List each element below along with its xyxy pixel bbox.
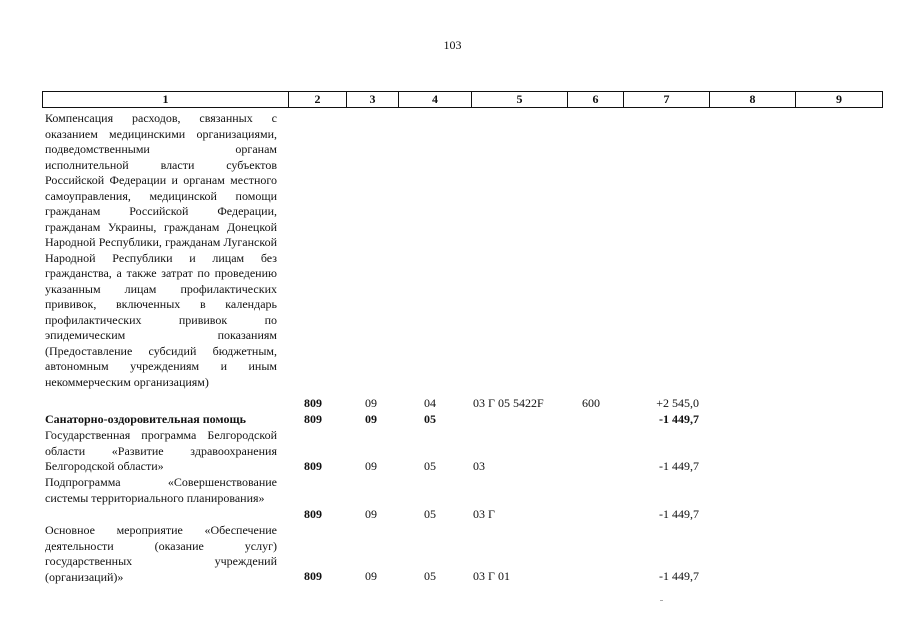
- row-4-col-4: 05: [424, 507, 436, 521]
- row-2-col-3: 09: [365, 412, 377, 426]
- header-col-8: 8: [709, 92, 795, 107]
- row-3-col-3: 09: [365, 459, 377, 473]
- row-4-col-7: -1 449,7: [659, 507, 699, 521]
- row-3-col-4: 05: [424, 459, 436, 473]
- row-2-col-4: 05: [424, 412, 436, 426]
- row-5-col-2: 809: [304, 569, 322, 583]
- row-5-col-7: -1 449,7: [659, 569, 699, 583]
- row-1-description: Компенсация расходов, связанных с оказанием медицинскими организациями, подведомственными органам исполнительной власти субъектов Российской Федерации и органам местного самоуправления, медицинской помощи гражданам Российской Федерации, гражданам Украины, гражданам Донецкой Народной Республики, гражданам Луганской Народной Республики и лицам без гражданства, а также затрат по проведению указанным лицам профилактических прививок, включенных в календарь профилактических прививок по эпидемическим показаниям (Предоставление субсидий бюджетным, автономным учреждениям и иным некоммерческим организациям): [45, 111, 277, 389]
- page-number: 103: [443, 38, 462, 52]
- header-col-1: 1: [162, 92, 169, 106]
- header-col-9: 9: [795, 92, 882, 107]
- header-col-2: 2: [288, 92, 346, 107]
- row-3-col-7: -1 449,7: [659, 459, 699, 473]
- row-5-col-5: 03 Г 01: [473, 569, 510, 583]
- row-5-col-4: 05: [424, 569, 436, 583]
- row-4-col-3: 09: [365, 507, 377, 521]
- row-4-description: Подпрограмма «Совершенствование системы территориального планирования»: [45, 475, 277, 505]
- row-3-col-5: 03: [473, 459, 485, 473]
- header-col-7: 7: [623, 92, 709, 107]
- row-1-col-4: 04: [424, 396, 436, 410]
- scan-speck: [660, 600, 663, 601]
- row-1-col-3: 09: [365, 396, 377, 410]
- row-4-col-2: 809: [304, 507, 322, 521]
- row-4-col-5: 03 Г: [473, 507, 495, 521]
- row-1-col-2: 809: [304, 396, 322, 410]
- header-col-5: 5: [471, 92, 567, 107]
- header-col-4: 4: [398, 92, 471, 107]
- row-5-description: Основное мероприятие «Обеспечение деятельности (оказание услуг) государственных учреждений (организаций)»: [45, 523, 277, 584]
- table-header-row: [42, 91, 883, 108]
- row-1-col-7: +2 545,0: [656, 396, 699, 410]
- row-2-col-7: -1 449,7: [659, 412, 699, 426]
- row-2-col-2: 809: [304, 412, 322, 426]
- header-col-3: 3: [346, 92, 398, 107]
- row-5-col-3: 09: [365, 569, 377, 583]
- row-1-col-5: 03 Г 05 5422F: [473, 396, 544, 410]
- row-2-description: Санаторно-оздоровительная помощь: [45, 412, 246, 426]
- row-1-col-6: 600: [582, 396, 600, 410]
- row-3-col-2: 809: [304, 459, 322, 473]
- row-3-description: Государственная программа Белгородской области «Развитие здравоохранения Белгородской области»: [45, 428, 277, 473]
- header-col-6: 6: [567, 92, 623, 107]
